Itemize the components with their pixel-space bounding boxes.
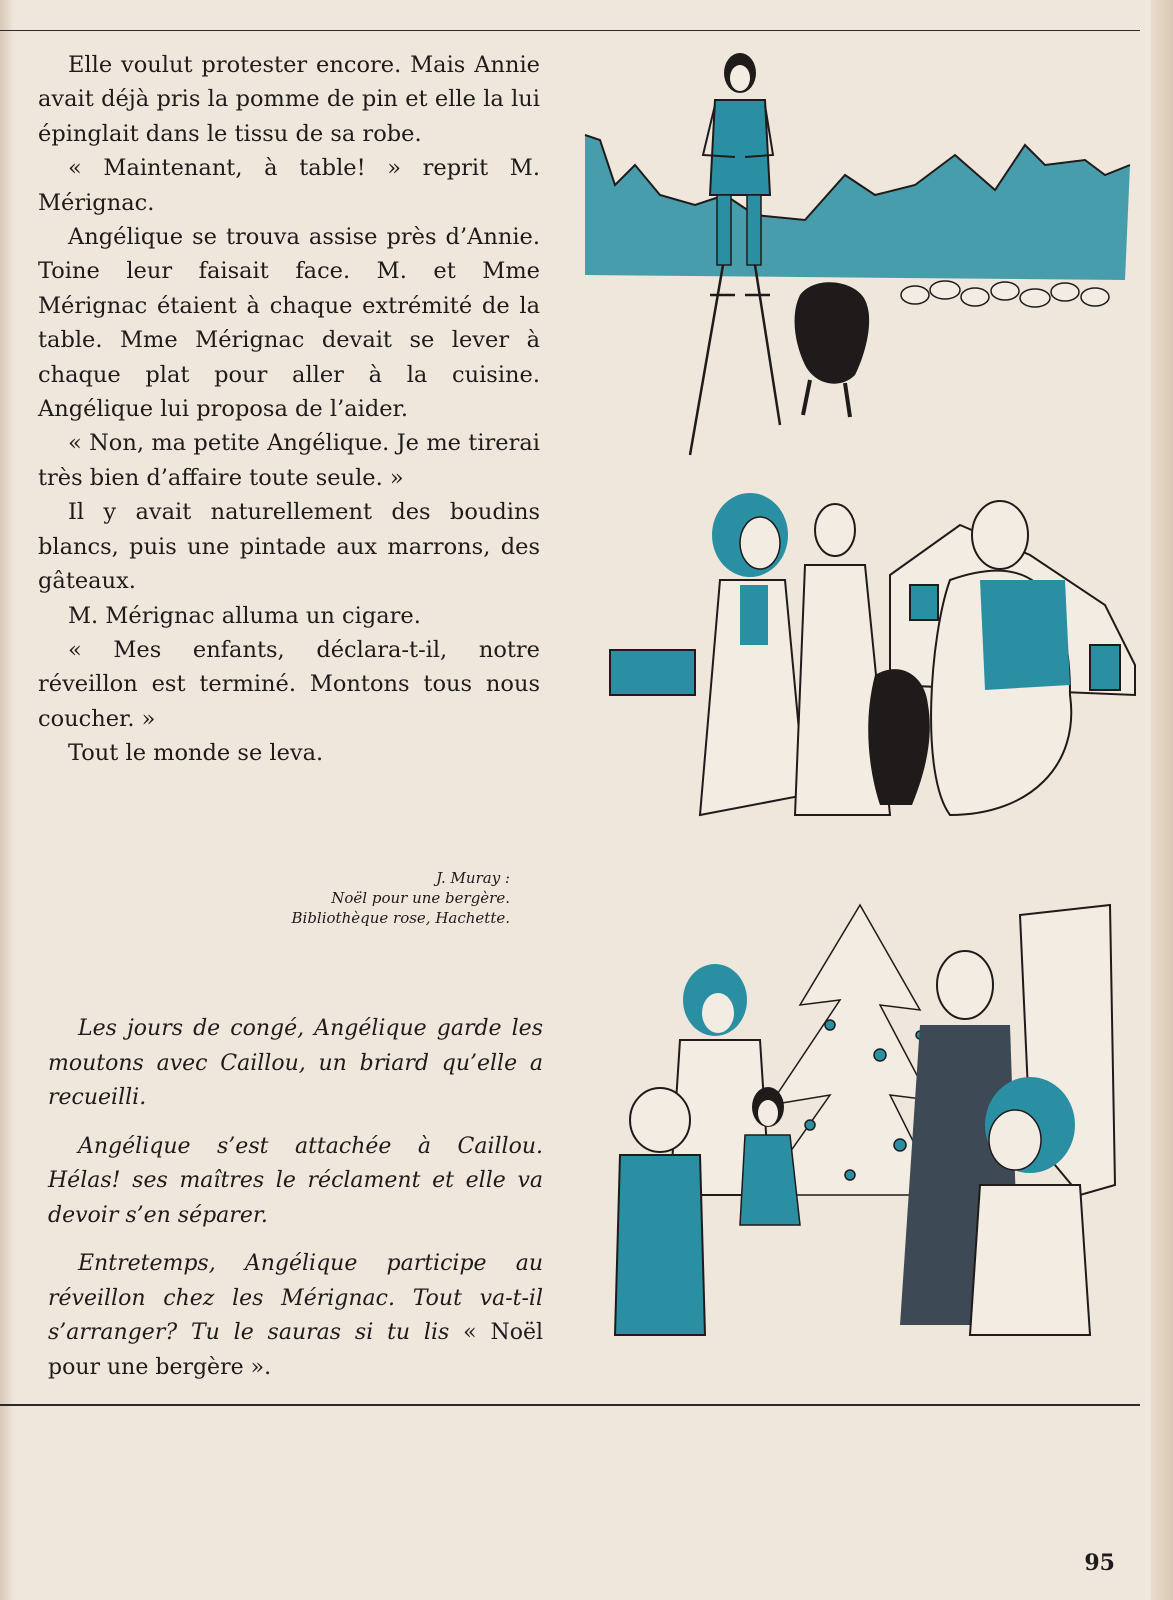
woman-figure (700, 493, 805, 815)
summary-paragraph-2: Angélique s’est attachée à Caillou. Hélas! ses maîtres le réclament et elle va devoir s’en séparer. (48, 1133, 543, 1228)
child-in-foreground (970, 1077, 1090, 1335)
story-paragraph: « Non, ma petite Angélique. Je me tirerai très bien d’affaire toute seule. » (38, 430, 540, 491)
story-paragraph: « Maintenant, à table! » reprit M. Mérignac. (38, 155, 540, 216)
citation-author: J. Muray : (436, 869, 510, 887)
book-title: « Noël pour une bergère ». (48, 1320, 543, 1380)
dog-figure (868, 669, 930, 805)
story-paragraph: Elle voulut protester encore. Mais Annie avait déjà pris la pomme de pin et elle la lui épinglait dans le tissu de sa robe. (38, 52, 540, 147)
story-paragraph: Angélique se trouva assise près d’Annie. Toine leur faisait face. M. et Mme Mérignac étaient à chaque extrémité de la table. Mme Mérignac devait se lever à chaque plat pour aller à la cuisine. Angélique lui proposa de l’aider. (38, 224, 540, 423)
story-text (38, 48, 540, 771)
illustration-christmas-eve-scene (600, 895, 1120, 1345)
citation-title: Noël pour une bergère. (331, 889, 510, 907)
illustration-shepherdess-on-stilts (575, 45, 1140, 470)
story-paragraph: Tout le monde se leva. (68, 740, 324, 767)
summary-paragraph-3 (48, 1247, 543, 1385)
summary-paragraph-1: Les jours de congé, Angélique garde les moutons avec Caillou, un briard qu’elle a recueilli. (48, 1016, 543, 1110)
stilts (690, 265, 780, 455)
story-paragraph: M. Mérignac alluma un cigare. (68, 602, 421, 629)
illustration-adults-with-dog (600, 485, 1145, 880)
top-rule (0, 30, 1140, 31)
mountain-landscape (585, 135, 1130, 280)
page-number: 95 (1084, 1550, 1115, 1576)
summary-paragraph-3-italic: Entretemps, Angélique participe au réveillon chez les Mérignac. Tout va-t-il s’arranger? Tu le sauras si tu lis (48, 1251, 543, 1345)
citation (240, 868, 510, 928)
citation-publisher: Bibliothèque rose, Hachette. (291, 909, 510, 927)
bottom-rule (0, 1404, 1140, 1406)
story-paragraph: « Mes enfants, déclara-t-il, notre réveillon est terminé. Montons tous nous coucher. » (38, 636, 540, 732)
dog-caillou (795, 282, 870, 417)
page-edge (1151, 0, 1173, 1600)
story-paragraph: Il y avait naturellement des boudins blancs, puis une pintade aux marrons, des gâteaux. (38, 499, 540, 595)
car-sketch (610, 650, 695, 695)
sheep-flock (901, 281, 1109, 307)
page-binding-shadow (0, 0, 14, 1600)
summary-text (48, 1012, 543, 1399)
